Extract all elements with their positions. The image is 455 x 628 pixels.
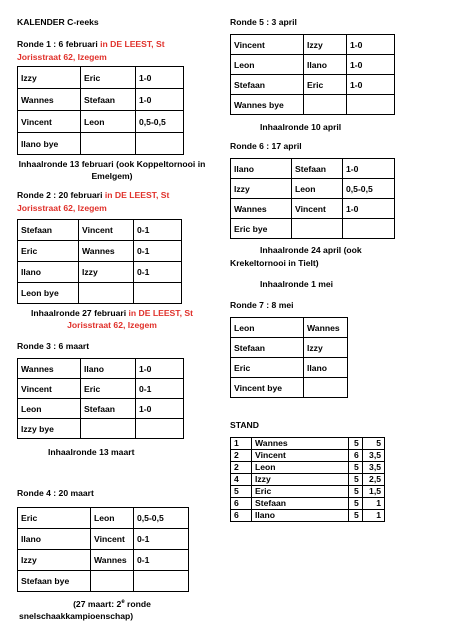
table-cell: [136, 419, 184, 439]
table-cell: Eric: [18, 241, 79, 262]
table-cell: Wannes: [91, 550, 134, 571]
round-6-table: [230, 158, 395, 239]
points-cell: 3,5: [362, 462, 384, 474]
table-row: [231, 438, 385, 450]
table-cell: Wannes: [79, 241, 134, 262]
games-cell: 5: [349, 474, 363, 486]
table-cell: 0-1: [134, 241, 182, 262]
table-cell: Eric bye: [231, 219, 292, 239]
rank-cell: 6: [231, 498, 252, 510]
table-cell: Stefaan: [231, 75, 304, 95]
points-cell: 2,5: [362, 474, 384, 486]
table-cell: Ilano: [81, 359, 136, 379]
table-cell: Wannes bye: [231, 95, 304, 115]
table-cell: Eric: [18, 508, 91, 529]
table-cell: Stefaan: [18, 220, 79, 241]
table-cell: 1-0: [136, 89, 184, 111]
table-cell: [134, 283, 182, 304]
table-cell: Izzy: [304, 338, 348, 358]
table-cell: 0-1: [134, 529, 189, 550]
round-6-note-1: Inhaalronde 24 april (ook: [260, 245, 362, 255]
table-cell: Izzy: [304, 35, 347, 55]
table-cell: [79, 283, 134, 304]
round-2-venue: in DE LEEST, St Jorisstraat 62, Izegem: [17, 190, 170, 213]
table-cell: 1-0: [136, 359, 184, 379]
table-cell: 1-0: [343, 159, 395, 179]
rank-cell: 6: [231, 510, 252, 522]
table-cell: Izzy bye: [18, 419, 81, 439]
round-5-note: Inhaalronde 10 april: [260, 122, 342, 132]
table-cell: Vincent: [18, 379, 81, 399]
round-1-venue: in DE LEEST, St Jorisstraat 62, Izegem: [17, 39, 165, 62]
games-cell: 6: [349, 450, 363, 462]
player-cell: Izzy: [252, 474, 349, 486]
round-7-table: [230, 317, 348, 398]
table-row: [231, 510, 385, 522]
page-title: KALENDER C-reeks: [17, 17, 99, 27]
round-4-note: (27 maart: 2e ronde snelschaakkampioenschap): [19, 598, 151, 621]
rank-cell: 4: [231, 474, 252, 486]
table-cell: [304, 378, 348, 398]
table-cell: 1-0: [136, 399, 184, 419]
table-cell: Eric: [304, 75, 347, 95]
round-3-heading: Ronde 3 : 6 maart: [17, 341, 90, 351]
round-7-heading: Ronde 7 : 8 mei: [230, 300, 294, 310]
points-cell: 1,5: [362, 486, 384, 498]
table-cell: [91, 571, 134, 592]
table-cell: Ilano: [304, 358, 348, 378]
table-cell: Wannes: [304, 318, 348, 338]
table-cell: Wannes: [231, 199, 292, 219]
table-cell: Stefaan: [231, 338, 304, 358]
table-cell: [347, 95, 395, 115]
round-2-table: [17, 219, 182, 304]
table-cell: Vincent: [91, 529, 134, 550]
round-1-heading: Ronde 1 : 6 februari in DE LEEST, St Jorisstraat 62, Izegem: [17, 39, 165, 62]
table-cell: 0,5-0,5: [134, 508, 189, 529]
table-cell: Leon bye: [18, 283, 79, 304]
table-cell: 0,5-0,5: [136, 111, 184, 133]
table-cell: 0,5-0,5: [343, 179, 395, 199]
games-cell: 5: [349, 462, 363, 474]
table-cell: Leon: [91, 508, 134, 529]
table-cell: 1-0: [347, 55, 395, 75]
table-cell: Izzy: [18, 67, 81, 89]
games-cell: 5: [349, 510, 363, 522]
table-cell: Izzy: [79, 262, 134, 283]
rank-cell: 2: [231, 450, 252, 462]
table-cell: Ilano: [18, 262, 79, 283]
table-cell: Wannes: [18, 89, 81, 111]
points-cell: 5: [362, 438, 384, 450]
table-cell: Vincent: [231, 35, 304, 55]
table-cell: 0-1: [134, 220, 182, 241]
round-4-table: [17, 507, 189, 592]
round-3-table: [17, 358, 184, 439]
table-row: [231, 462, 385, 474]
round-2-heading: Ronde 2 : 20 februari in DE LEEST, St Jorisstraat 62, Izegem: [17, 190, 170, 213]
points-cell: 3,5: [362, 450, 384, 462]
round-5-heading: Ronde 5 : 3 april: [230, 17, 297, 27]
games-cell: 5: [349, 486, 363, 498]
round-1-table: [17, 66, 184, 155]
round-5-table: [230, 34, 395, 115]
table-cell: Ilano bye: [18, 133, 81, 155]
table-cell: [304, 95, 347, 115]
table-cell: Leon: [292, 179, 343, 199]
table-cell: Leon: [231, 318, 304, 338]
table-cell: Vincent: [292, 199, 343, 219]
table-cell: Stefaan: [81, 399, 136, 419]
table-cell: [292, 219, 343, 239]
player-cell: Wannes: [252, 438, 349, 450]
table-cell: [134, 571, 189, 592]
table-cell: Ilano: [18, 529, 91, 550]
table-cell: [136, 133, 184, 155]
table-row: [231, 450, 385, 462]
round-6-note-3: Inhaalronde 1 mei: [260, 279, 334, 289]
table-cell: Eric: [231, 358, 304, 378]
stand-table: [230, 437, 385, 522]
round-3-note: Inhaalronde 13 maart: [48, 447, 135, 457]
table-cell: Leon: [81, 111, 136, 133]
table-cell: Vincent: [79, 220, 134, 241]
table-cell: 0-1: [134, 550, 189, 571]
table-cell: Stefaan: [292, 159, 343, 179]
player-cell: Ilano: [252, 510, 349, 522]
rank-cell: 5: [231, 486, 252, 498]
round-6-note-2: Krekeltornooi in Tielt): [230, 258, 319, 268]
round-4-heading: Ronde 4 : 20 maart: [17, 488, 94, 498]
player-cell: Vincent: [252, 450, 349, 462]
table-cell: [81, 133, 136, 155]
table-cell: Vincent bye: [231, 378, 304, 398]
rank-cell: 2: [231, 462, 252, 474]
table-cell: Leon: [231, 55, 304, 75]
table-cell: Ilano: [231, 159, 292, 179]
table-cell: Vincent: [18, 111, 81, 133]
player-cell: Leon: [252, 462, 349, 474]
player-cell: Stefaan: [252, 498, 349, 510]
table-cell: 1-0: [347, 35, 395, 55]
table-row: [231, 498, 385, 510]
points-cell: 1: [362, 498, 384, 510]
table-cell: Izzy: [18, 550, 91, 571]
table-cell: 0-1: [136, 379, 184, 399]
table-cell: 1-0: [136, 67, 184, 89]
table-row: [231, 486, 385, 498]
round-2-note: Inhaalronde 27 februari in DE LEEST, St Jorisstraat 62, Izegem: [31, 308, 193, 330]
table-cell: Eric: [81, 67, 136, 89]
games-cell: 5: [349, 438, 363, 450]
round-6-heading: Ronde 6 : 17 april: [230, 141, 302, 151]
table-cell: 0-1: [134, 262, 182, 283]
table-cell: Eric: [81, 379, 136, 399]
table-row: [231, 474, 385, 486]
table-cell: Stefaan bye: [18, 571, 91, 592]
player-cell: Eric: [252, 486, 349, 498]
table-cell: [81, 419, 136, 439]
table-cell: Wannes: [18, 359, 81, 379]
rank-cell: 1: [231, 438, 252, 450]
games-cell: 5: [349, 498, 363, 510]
points-cell: 1: [362, 510, 384, 522]
table-cell: [343, 219, 395, 239]
table-cell: Stefaan: [81, 89, 136, 111]
round-1-note: Inhaalronde 13 februari (ook Koppeltornooi in Emelgem): [18, 159, 206, 181]
table-cell: 1-0: [347, 75, 395, 95]
table-cell: Izzy: [231, 179, 292, 199]
stand-heading: STAND: [230, 420, 259, 430]
table-cell: Ilano: [304, 55, 347, 75]
table-cell: 1-0: [343, 199, 395, 219]
table-cell: Leon: [18, 399, 81, 419]
